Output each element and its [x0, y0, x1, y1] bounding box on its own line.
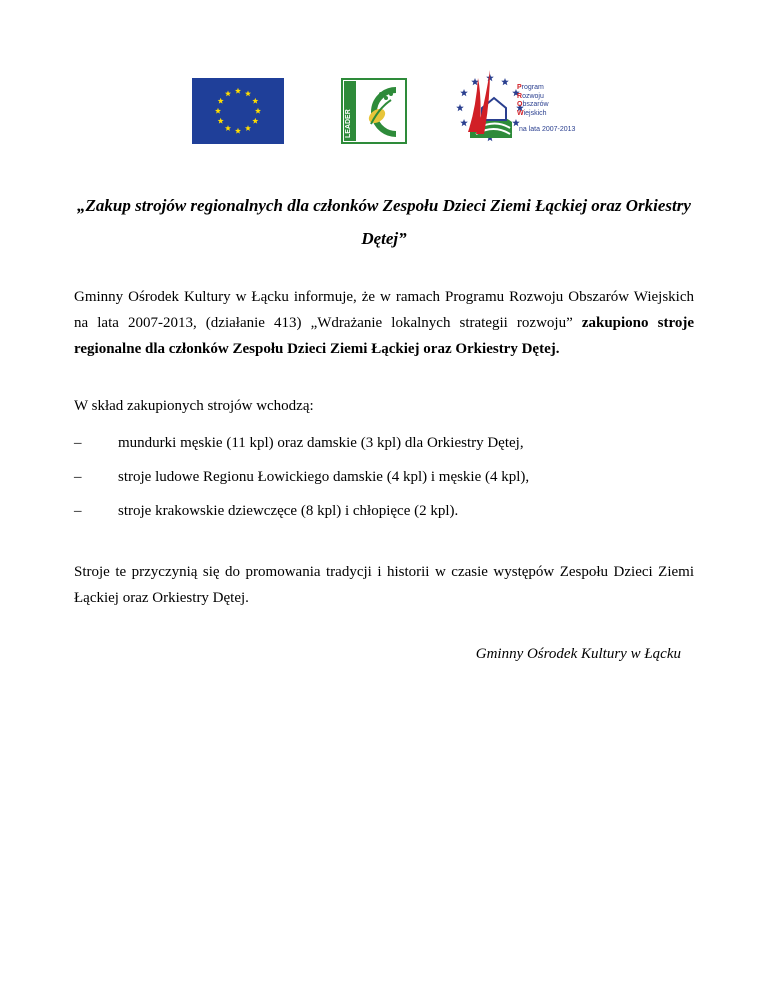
prow-star-icon	[460, 89, 468, 96]
list-dash: –	[74, 435, 82, 451]
list-intro: W skład zakupionych strojów wchodzą:	[74, 398, 314, 414]
document-title: „Zakup strojów regionalnych dla członków Zespołu Dzieci Ziemi Łąckiej oraz Orkiestry Dętej”	[77, 196, 691, 248]
prow-star-icon	[456, 104, 464, 111]
leader-logo-text: LEADER	[345, 109, 352, 138]
list-item	[74, 464, 694, 498]
eu-flag-icon	[192, 78, 284, 144]
intro-paragraph-text: Gminny Ośrodek Kultury w Łącku informuje, że w ramach Programu Rozwoju Obszarów Wiejskich na lata 2007-2013, (działanie 413) „Wdrażanie lokalnych strategii rozwoju”	[74, 289, 694, 331]
prow-star-icon	[460, 119, 468, 126]
intro-paragraph-bold: zakupiono stroje regionalne dla członków Zespołu Dzieci Ziemi Łąckiej oraz Orkiestry Dętej.	[74, 315, 694, 357]
prow-line: Rozwoju	[517, 92, 544, 100]
prow-line: Obszarów	[517, 101, 549, 108]
list-item-text: stroje krakowskie dziewczęce (8 kpl) i chłopięce (2 kpl).	[118, 503, 459, 519]
prow-star-icon	[501, 78, 509, 85]
list-dash: –	[74, 503, 82, 519]
list-item-text: stroje ludowe Regionu Łowickiego damskie (4 kpl) i męskie (4 kpl),	[118, 469, 530, 485]
prow-line: Wiejskich	[517, 109, 547, 117]
list-dash: –	[74, 469, 82, 485]
costume-list	[74, 430, 694, 532]
prow-star-icon	[486, 74, 494, 81]
list-item	[74, 430, 694, 464]
leader-logo-icon	[341, 78, 407, 144]
list-item-text: mundurki męskie (11 kpl) oraz damskie (3 kpl) dla Orkiestry Dętej,	[118, 435, 524, 451]
prow-years: na lata 2007-2013	[519, 126, 576, 133]
signature: Gminny Ośrodek Kultury w Łącku	[475, 646, 681, 662]
prow-logo-text	[517, 84, 549, 118]
logos-header	[0, 68, 768, 140]
intro-paragraph	[74, 284, 694, 362]
prow-line: Program	[517, 84, 544, 91]
list-item	[74, 498, 694, 532]
closing-paragraph: Stroje te przyczynią się do promowania tradycji i historii w czasie występów Zespołu Dzieci Ziemi Łąckiej oraz Orkiestry Dętej.	[74, 564, 694, 606]
